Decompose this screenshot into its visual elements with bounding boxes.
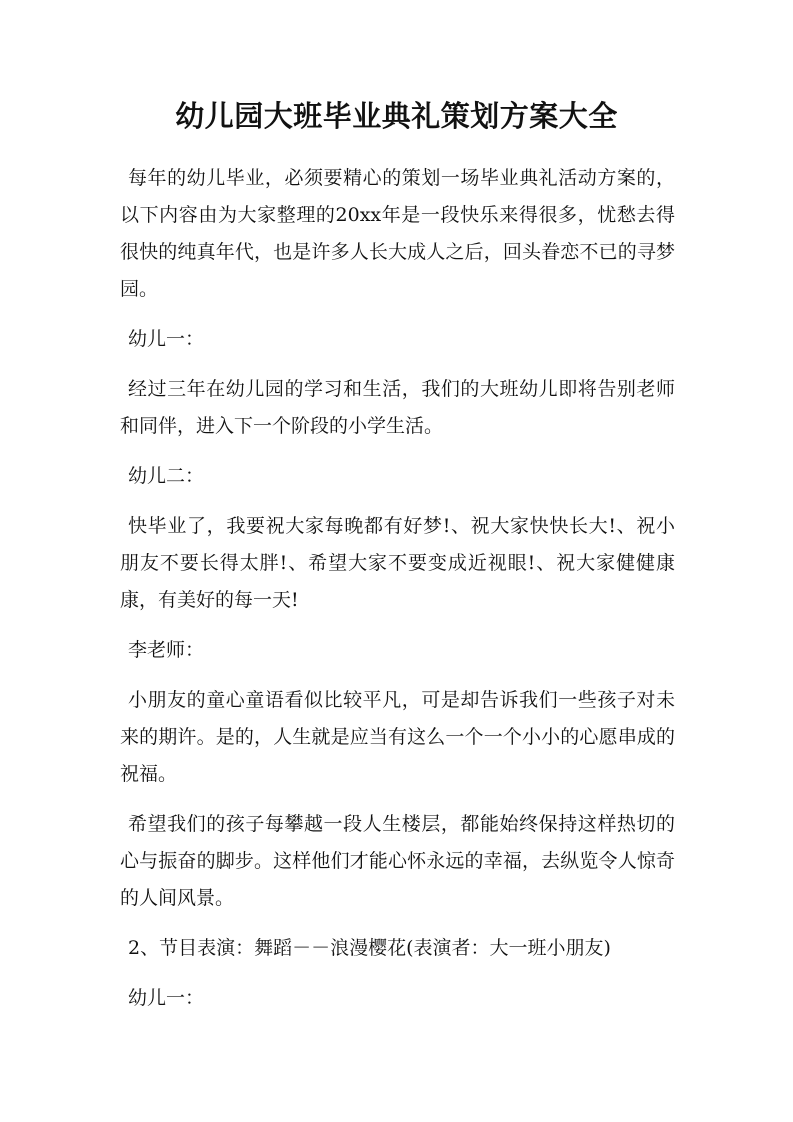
speaker-label: 幼儿二： xyxy=(128,465,205,487)
paragraph: 经过三年在幼儿园的学习和生活，我们的大班幼儿即将告别老师和同伴，进入下一个阶段的小学生活。 xyxy=(120,378,675,437)
program-item: 2、节目表演：舞蹈－－浪漫樱花(表演者：大一班小朋友) xyxy=(128,937,611,959)
document-title: 幼儿园大班毕业典礼策划方案大全 xyxy=(175,99,618,133)
paragraph: 小朋友的童心童语看似比较平凡，可是却告诉我们一些孩子对未来的期许。是的，人生就是应当有这么一个一个小小的心愿串成的祝福。 xyxy=(120,689,675,785)
paragraph-intro: 每年的幼儿毕业，必须要精心的策划一场毕业典礼活动方案的，以下内容由为大家整理的20xx年是一段快乐来得很多，忧愁去得很快的纯真年代，也是许多人长大成人之后，回头眷恋不已的寻梦园。 xyxy=(120,167,675,300)
document-body xyxy=(120,160,675,1030)
speaker-label: 幼儿一： xyxy=(128,328,205,350)
speaker-label: 幼儿一： xyxy=(128,987,205,1009)
paragraph: 快毕业了，我要祝大家每晚都有好梦!、祝大家快快长大!、祝小朋友不要长得太胖!、希望大家不要变成近视眼!、祝大家健健康康，有美好的每一天! xyxy=(120,515,675,611)
paragraph: 希望我们的孩子每攀越一段人生楼层，都能始终保持这样热切的心与振奋的脚步。这样他们才能心怀永远的幸福，去纵览令人惊奇的人间风景。 xyxy=(120,813,675,909)
speaker-label: 李老师： xyxy=(128,639,205,661)
